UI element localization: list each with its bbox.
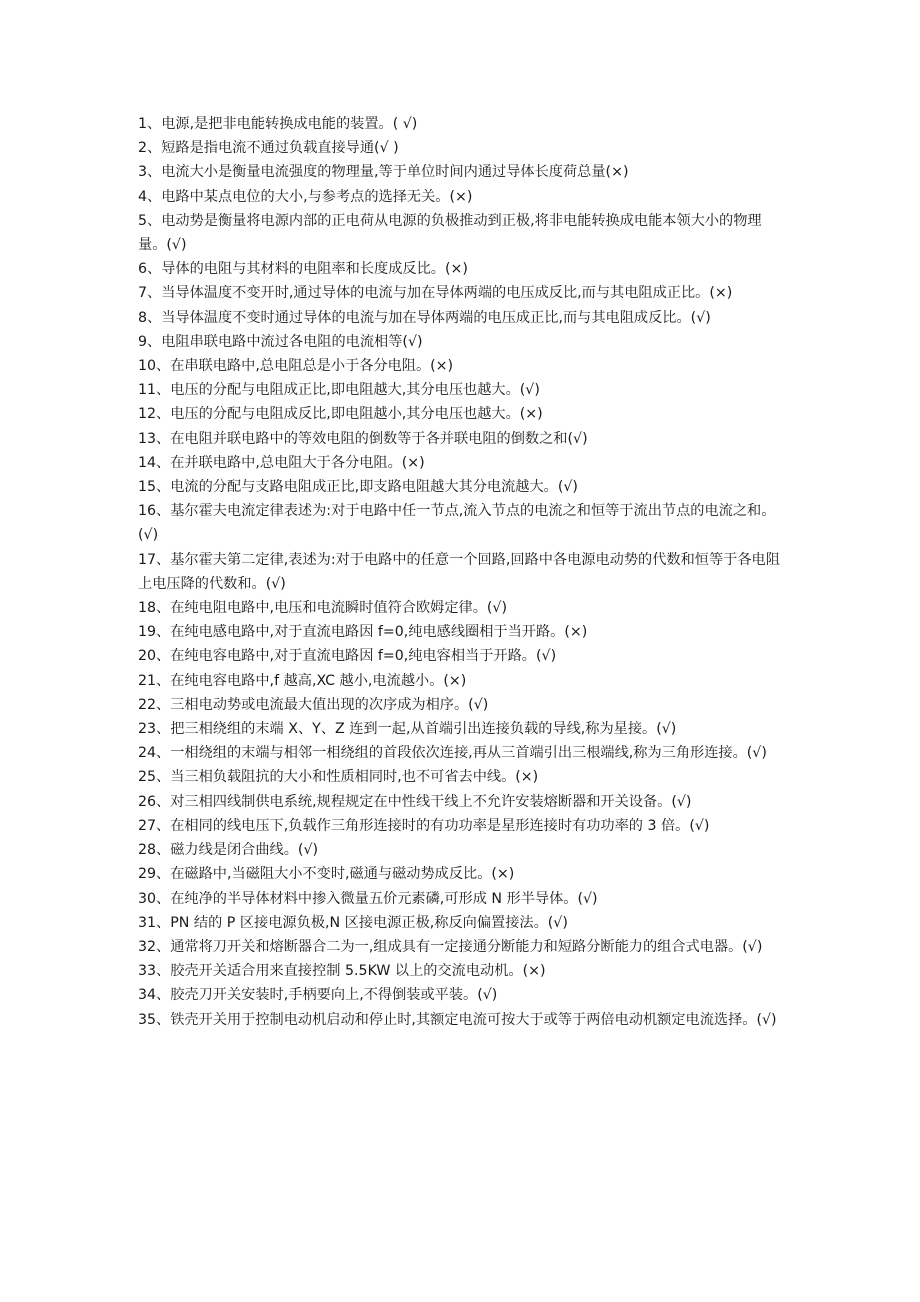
list-item: 23、把三相绕组的末端 X、Y、Z 连到一起,从首端引出连接负载的导线,称为星接。(√) [138,721,677,738]
list-item: 20、在纯电容电路中,对于直流电路因 f=0,纯电容相当于开路。(√) [138,648,557,665]
question-list [138,112,786,1032]
list-item: 27、在相同的线电压下,负载作三角形连接时的有功功率是星形连接时有功功率的 3 倍。(√) [138,817,710,834]
list-item: 16、基尔霍夫电流定律表述为:对于电路中任一节点,流入节点的电流之和恒等于流出节点的电流之和。(√) [138,503,776,544]
list-item: 21、在纯电容电路中,f 越高,XC 越小,电流越小。(×) [138,672,467,689]
list-item: 19、在纯电感电路中,对于直流电路因 f=0,纯电感线圈相于当开路。(×) [138,624,588,641]
list-item: 18、在纯电阻电路中,电压和电流瞬时值符合欧姆定律。(√) [138,600,507,617]
list-item: 26、对三相四线制供电系统,规程规定在中性线干线上不允许安装熔断器和开关设备。(√) [138,793,692,810]
list-item: 31、PN 结的 P 区接电源负极,N 区接电源正极,称反向偏置接法。(√) [138,914,568,931]
list-item: 17、基尔霍夫第二定律,表述为:对于电路中的任意一个回路,回路中各电源电动势的代数和恒等于各电阻上电压降的代数和。(√) [138,551,780,592]
list-item: 22、三相电动势或电流最大值出现的次序成为相序。(√) [138,696,489,713]
list-item: 12、电压的分配与电阻成反比,即电阻越小,其分电压也越大。(×) [138,406,543,423]
list-item: 3、电流大小是衡量电流强度的物理量,等于单位时间内通过导体长度荷总量(×) [138,164,629,181]
list-item: 4、电路中某点电位的大小,与参考点的选择无关。(×) [138,188,473,205]
list-item: 5、电动势是衡量将电源内部的正电荷从电源的负极推动到正极,将非电能转换成电能本领大小的物理量。(√) [138,212,762,254]
list-item: 33、胶壳开关适合用来直接控制 5.5KW 以上的交流电动机。(×) [138,963,546,980]
list-item: 8、当导体温度不变时通过导体的电流与加在导体两端的电压成正比,而与其电阻成反比。(√) [138,309,711,326]
list-item: 9、电阻串联电路中流过各电阻的电流相等(√) [138,333,423,350]
list-item: 10、在串联电路中,总电阻总是小于各分电阻。(×) [138,358,454,375]
list-item: 15、电流的分配与支路电阻成正比,即支路电阻越大其分电流越大。(√) [138,479,578,496]
list-item: 35、铁壳开关用于控制电动机启动和停止时,其额定电流可按大于或等于两倍电动机额定电流选择。(√) [138,1011,777,1028]
list-item: 11、电压的分配与电阻成正比,即电阻越大,其分电压也越大。(√) [138,382,540,399]
list-item: 28、磁力线是闭合曲线。(√) [138,842,319,859]
list-item: 6、导体的电阻与其材料的电阻率和长度成反比。(×) [138,261,468,278]
list-item: 14、在并联电路中,总电阻大于各分电阻。(×) [138,454,425,471]
list-item: 29、在磁路中,当磁阻大小不变时,磁通与磁动势成反比。(×) [138,866,515,883]
list-item: 1、电源,是把非电能转换成电能的装置。( √) [138,116,418,132]
list-item: 30、在纯净的半导体材料中掺入微量五价元素磷,可形成 N 形半导体。(√) [138,890,598,907]
list-item: 2、短路是指电流不通过负载直接导通(√ ) [138,140,399,157]
list-item: 24、一相绕组的末端与相邻一相绕组的首段依次连接,再从三首端引出三根端线,称为三角形连接。(√) [138,745,767,762]
list-item: 7、当导体温度不变开时,通过导体的电流与加在导体两端的电压成反比,而与其电阻成正比。(×) [138,285,733,302]
list-item: 34、胶壳刀开关安装时,手柄要向上,不得倒装或平装。(√) [138,987,498,1004]
list-item: 13、在电阻并联电路中的等效电阻的倒数等于各并联电阻的倒数之和(√) [138,430,588,447]
list-item: 32、通常将刀开关和熔断器合二为一,组成具有一定接通分断能力和短路分断能力的组合式电器。(√) [138,938,763,955]
list-item: 25、当三相负载阻抗的大小和性质相同时,也不可省去中线。(×) [138,769,539,786]
